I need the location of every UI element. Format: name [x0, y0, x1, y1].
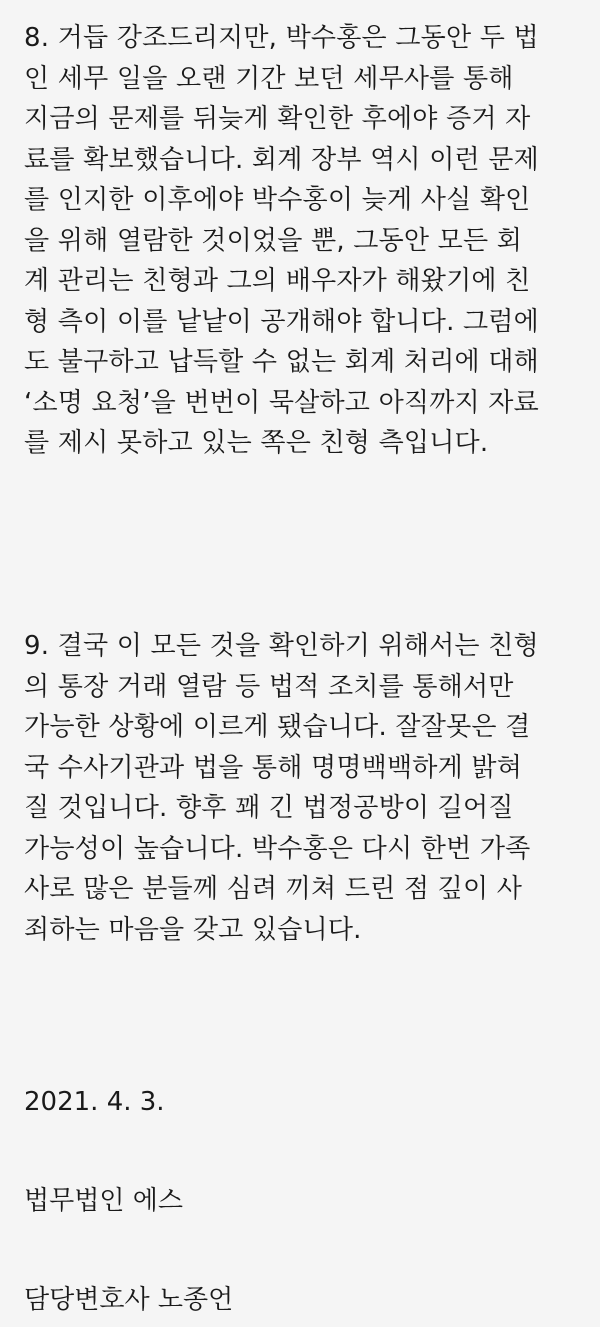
text-line: 료를 확보했습니다. 회계 장부 역시 이런 문제	[24, 144, 539, 175]
text-line: 죄하는 마음을 갖고 있습니다.	[24, 914, 362, 945]
text-line: 사로 많은 분들께 심려 끼쳐 드린 점 깊이 사	[24, 874, 523, 904]
paragraph-8	[24, 18, 580, 464]
text-line: 8. 거듭 강조드리지만, 박수홍은 그동안 두 법	[24, 23, 539, 53]
law-firm-name: 법무법인 에스	[24, 1186, 183, 1216]
text-line: ‘소명 요청’을 번번이 묵살하고 아직까지 자료	[24, 387, 539, 418]
text-line: 의 통장 거래 열람 등 법적 조치를 통해서만	[24, 671, 514, 702]
text-line: 지금의 문제를 뒤늦게 확인한 후에야 증거 자	[24, 104, 531, 134]
text-line: 9. 결국 이 모든 것을 확인하기 위해서는 친형	[24, 631, 539, 661]
text-line: 를 제시 못하고 있는 쪽은 친형 측입니다.	[24, 428, 489, 458]
text-line: 인 세무 일을 오랜 기간 보던 세무사를 통해	[24, 63, 514, 94]
text-line: 를 인지한 이후에야 박수홍이 늦게 사실 확인	[24, 185, 531, 215]
text-line: 가능성이 높습니다. 박수홍은 다시 한번 가족	[24, 833, 531, 864]
text-line: 계 관리는 친형과 그의 배우자가 해왔기에 친	[24, 266, 531, 296]
lawyer-name: 담당변호사 노종언	[24, 1285, 234, 1315]
statement-date: 2021. 4. 3.	[24, 1087, 165, 1117]
text-line: 국 수사기관과 법을 통해 명명백백하게 밝혀	[24, 752, 523, 783]
paragraph-9	[24, 626, 580, 950]
text-line: 가능한 상황에 이르게 됐습니다. 잘잘못은 결	[24, 712, 531, 742]
text-line: 을 위해 열람한 것이었을 뿐, 그동안 모든 회	[24, 225, 523, 256]
text-line: 도 불구하고 납득할 수 없는 회계 처리에 대해	[24, 347, 539, 377]
text-line: 질 것입니다. 향후 꽤 긴 법정공방이 길어질	[24, 793, 514, 823]
text-line: 형 측이 이를 낱낱이 공개해야 합니다. 그럼에	[24, 306, 539, 337]
